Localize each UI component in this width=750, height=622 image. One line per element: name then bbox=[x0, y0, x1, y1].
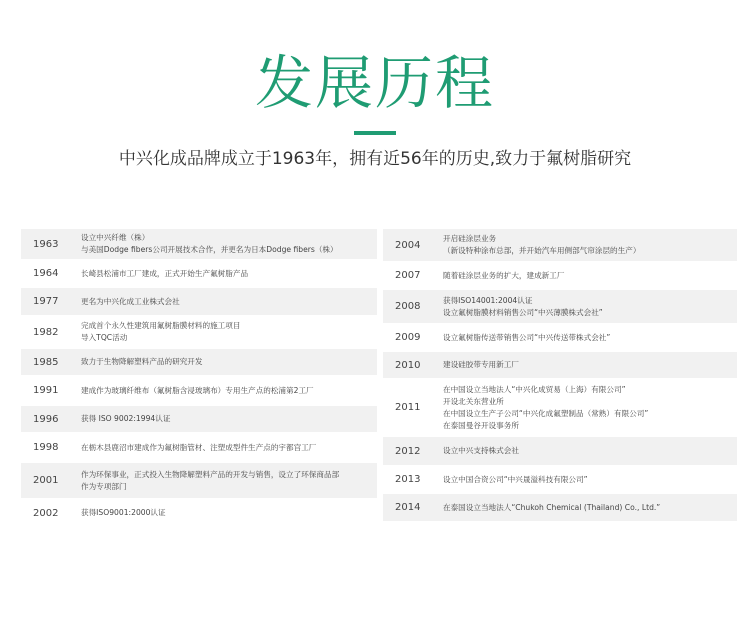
timeline-description-line: 与美国Dodge fibers公司开展技术合作，并更名为日本Dodge fibers（株） bbox=[81, 245, 338, 254]
timeline-description bbox=[443, 359, 737, 371]
timeline-row bbox=[383, 466, 737, 494]
timeline-description-line: 设立中兴支持株式会社 bbox=[443, 446, 519, 455]
title-underline bbox=[354, 131, 396, 135]
timeline-row bbox=[21, 376, 377, 406]
timeline-row bbox=[21, 499, 377, 528]
timeline-description-line: 建成作为玻璃纤维布（氟树脂含浸玻璃布）专用生产点的松浦第2工厂 bbox=[81, 385, 314, 395]
timeline-row bbox=[383, 290, 737, 324]
timeline-description-line: 设立中兴纤维（株） bbox=[81, 233, 150, 242]
timeline-year: 1998 bbox=[33, 442, 59, 453]
timeline-description-line: 在中国设立当地法人“中兴化成贸易（上海）有限公司” bbox=[443, 384, 626, 394]
page-subtitle: 中兴化成品牌成立于1963年，拥有近56年的历史,致力于氟树脂研究 bbox=[118, 149, 632, 169]
timeline-description-line: 获得 ISO 9002:1994认证 bbox=[81, 414, 171, 423]
timeline-description-line: 设立中国合资公司“中兴晟溢科技有限公司” bbox=[443, 474, 588, 484]
timeline-year: 1985 bbox=[33, 356, 59, 368]
timeline-description bbox=[81, 469, 377, 493]
timeline-row bbox=[21, 316, 377, 349]
timeline-description-line: 开启硅涂层业务 bbox=[443, 234, 497, 243]
timeline-year: 2002 bbox=[33, 507, 59, 519]
timeline-description bbox=[81, 356, 377, 368]
timeline-row bbox=[383, 494, 737, 522]
timeline-description-line: 设立氟树脂传送带销售公司“中兴传送带株式会社” bbox=[443, 332, 611, 342]
timeline-description-line: 在泰国设立当地法人“Chukoh Chemical (Thailand) Co., Ltd.” bbox=[443, 502, 661, 512]
timeline-year: 1982 bbox=[33, 326, 59, 338]
timeline-row bbox=[21, 229, 377, 260]
timeline-year: 1991 bbox=[33, 385, 59, 396]
timeline-description-line: 获得ISO9001:2000认证 bbox=[81, 508, 166, 517]
timeline-description bbox=[81, 442, 377, 454]
timeline-year: 1964 bbox=[33, 268, 59, 279]
timeline-year: 2007 bbox=[395, 270, 421, 281]
timeline-description bbox=[443, 474, 737, 486]
timeline-year: 2012 bbox=[395, 445, 421, 457]
timeline-description-line: 设立氟树脂膜材料销售公司“中兴薄膜株式会社” bbox=[443, 307, 603, 317]
timeline-description bbox=[81, 232, 377, 256]
timeline-year: 2014 bbox=[395, 502, 421, 513]
timeline-description bbox=[443, 270, 737, 282]
timeline-description bbox=[443, 332, 737, 344]
timeline-description-line: 完成首个永久性建筑用氟树脂膜材料的施工项目 bbox=[81, 321, 241, 330]
timeline-description-line: 作为环保事业，正式投入生物降解塑料产品的开发与销售，设立了环保商品部 bbox=[81, 469, 340, 479]
timeline-year: 2010 bbox=[395, 359, 421, 371]
timeline-year: 2011 bbox=[395, 402, 421, 413]
timeline-description-line: 开设北关东营业所 bbox=[443, 396, 504, 406]
timeline-row bbox=[383, 262, 737, 290]
timeline-year: 2013 bbox=[395, 474, 421, 485]
timeline-year: 2008 bbox=[395, 301, 421, 312]
timeline-row bbox=[383, 379, 737, 437]
timeline-year: 1977 bbox=[33, 296, 59, 307]
timeline-description-line: 更名为中兴化成工业株式会社 bbox=[81, 296, 180, 306]
timeline-description-line: 作为专项部门 bbox=[81, 481, 127, 491]
timeline-row bbox=[383, 352, 737, 379]
timeline-column-right bbox=[383, 229, 737, 522]
timeline-description bbox=[443, 384, 737, 432]
timeline-description-line: 获得ISO14001:2004认证 bbox=[443, 295, 533, 305]
timeline-row bbox=[21, 260, 377, 288]
timeline-description bbox=[443, 502, 737, 514]
timeline-description-line: 建设硅胶带专用新工厂 bbox=[443, 360, 519, 369]
timeline-description bbox=[443, 445, 737, 457]
timeline-description-line: （新设特种涂布总部，并开始汽车用侧部气帘涂层的生产） bbox=[443, 246, 641, 255]
timeline-year: 1996 bbox=[33, 413, 59, 425]
timeline-year: 1963 bbox=[33, 238, 59, 250]
timeline-description-line: 长崎县松浦市工厂建成，正式开始生产氟树脂产品 bbox=[81, 268, 249, 278]
timeline-year: 2009 bbox=[395, 332, 421, 343]
page-title: 发展历程 bbox=[254, 49, 495, 117]
timeline-description bbox=[81, 385, 377, 397]
timeline-description-line: 随着硅涂层业务的扩大，建成新工厂 bbox=[443, 270, 565, 280]
timeline-row bbox=[383, 229, 737, 262]
timeline-description-line: 致力于生物降解塑料产品的研究开发 bbox=[81, 357, 203, 366]
timeline-description-line: 导入TQC活动 bbox=[81, 333, 128, 342]
timeline-row bbox=[21, 433, 377, 463]
timeline-year: 2004 bbox=[395, 239, 421, 251]
timeline-row bbox=[383, 324, 737, 352]
timeline-description bbox=[81, 320, 377, 344]
timeline-row bbox=[21, 288, 377, 316]
timeline-description bbox=[81, 507, 377, 519]
timeline-column-left bbox=[21, 229, 377, 528]
timeline-description-line: 在栃木县鹿沼市建成作为氟树脂管材、注塑成型件生产点的宇都宫工厂 bbox=[81, 442, 317, 452]
timeline-description bbox=[81, 268, 377, 280]
timeline-description bbox=[443, 295, 737, 319]
timeline-row bbox=[21, 463, 377, 499]
timeline-year: 2001 bbox=[33, 475, 59, 486]
timeline-row bbox=[383, 437, 737, 466]
timeline-description-line: 在泰国曼谷开设事务所 bbox=[443, 420, 519, 430]
timeline-description-line: 在中国设立生产子公司“中兴化成氟塑制品（常熟）有限公司” bbox=[443, 408, 649, 418]
timeline-row bbox=[21, 349, 377, 376]
timeline-row bbox=[21, 406, 377, 433]
timeline-description bbox=[81, 296, 377, 308]
timeline-description bbox=[81, 413, 377, 425]
timeline-description bbox=[443, 233, 737, 257]
